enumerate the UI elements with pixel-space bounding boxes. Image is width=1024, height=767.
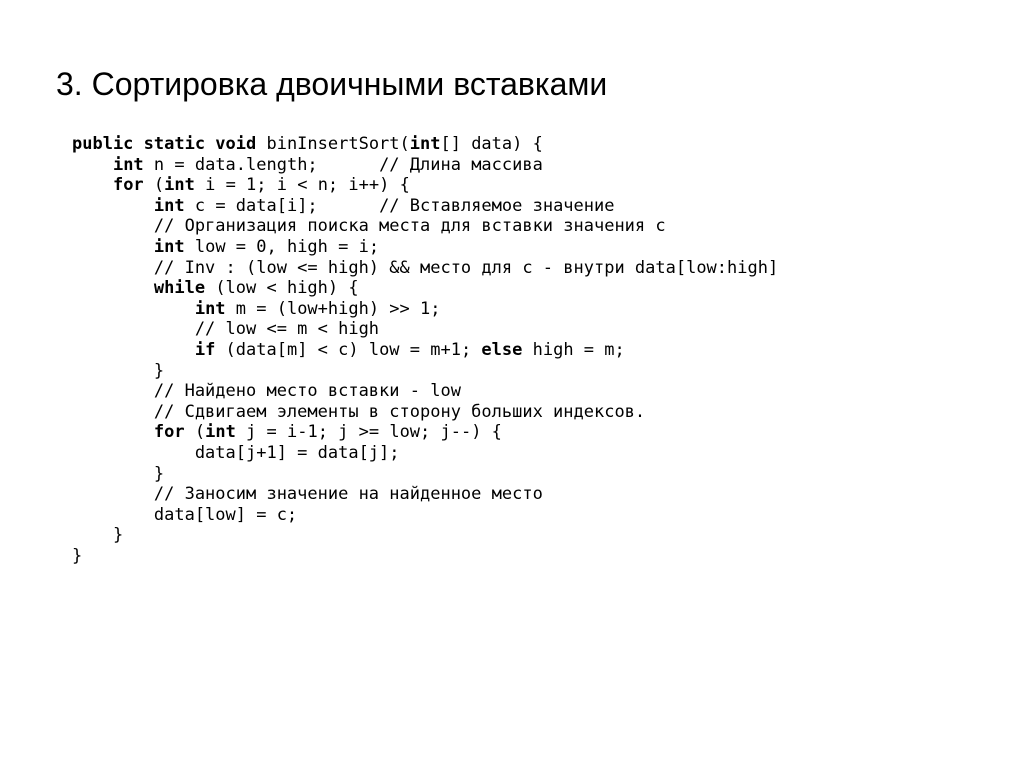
code-text: // low <= m < high [72,319,380,340]
code-line [72,278,778,299]
code-line [72,546,778,567]
code-text: } [72,463,165,484]
code-keyword: int [409,134,441,154]
code-keyword: int [194,298,226,319]
code-keyword: if [194,339,216,360]
code-text [72,340,195,360]
code-line [72,464,778,485]
code-line [72,422,778,443]
slide-title: 3. Сортировка двоичными вставками [56,66,608,102]
code-line [72,319,778,340]
code-keyword: int [205,422,236,443]
code-text: j = i-1; j >= low; j--) { [235,422,502,443]
code-text [72,155,113,175]
code-text [72,278,154,298]
code-text: // Найдено место вставки - low [72,381,461,402]
code-line [72,340,778,361]
code-text: // Inv : (low <= high) && место для c - внутри data[low:high] [72,257,779,278]
code-line [72,155,778,176]
code-text: c = data[i]; // Вставляемое значение [184,195,615,216]
code-line [72,237,778,258]
code-block [72,134,778,566]
code-text [72,299,195,319]
code-text: // Заносим значение на найденное место [72,484,543,505]
code-line [72,443,778,464]
code-line [72,216,778,237]
code-keyword: int [153,195,185,216]
code-text: (low < high) { [205,278,359,299]
code-line [72,402,778,423]
code-text: [] data) { [440,134,543,154]
code-text: ( [184,422,206,443]
code-text: n = data.length; // Длина массива [143,154,543,175]
code-text: (data[m] < c) low = m+1; [215,339,482,360]
code-text: i = 1; i < n; i++) { [194,175,410,196]
code-text: // Сдвигаем элементы в сторону больших индексов. [72,401,646,422]
code-text [72,237,154,257]
code-line [72,525,778,546]
code-keyword: else [481,339,523,360]
code-text: data[low] = c; [72,504,298,525]
code-text: ( [143,175,165,196]
code-keyword: for [112,175,144,196]
code-text: binInsertSort( [256,134,410,154]
code-text: } [72,360,165,381]
code-keyword: while [153,278,206,299]
code-line [72,196,778,217]
code-text: // Организация поиска места для вставки значения c [72,216,666,237]
code-text: data[j+1] = data[j]; [72,442,400,463]
code-text: low = 0, high = i; [184,236,380,257]
code-keyword: int [112,154,144,175]
code-text: } [72,545,83,566]
code-text [72,196,154,216]
code-text [72,175,113,195]
code-line [72,381,778,402]
code-line [72,505,778,526]
code-keyword: int [153,236,185,257]
code-line [72,299,778,320]
code-keyword: int [164,175,195,196]
code-line [72,134,778,155]
code-line [72,175,778,196]
code-line [72,361,778,382]
code-keyword: for [153,422,185,443]
code-text [72,422,154,442]
code-line [72,258,778,279]
code-line [72,484,778,505]
code-keyword: public static void [72,134,257,154]
code-text: high = m; [522,339,625,360]
code-text: } [72,525,124,546]
code-text: m = (low+high) >> 1; [225,298,441,319]
